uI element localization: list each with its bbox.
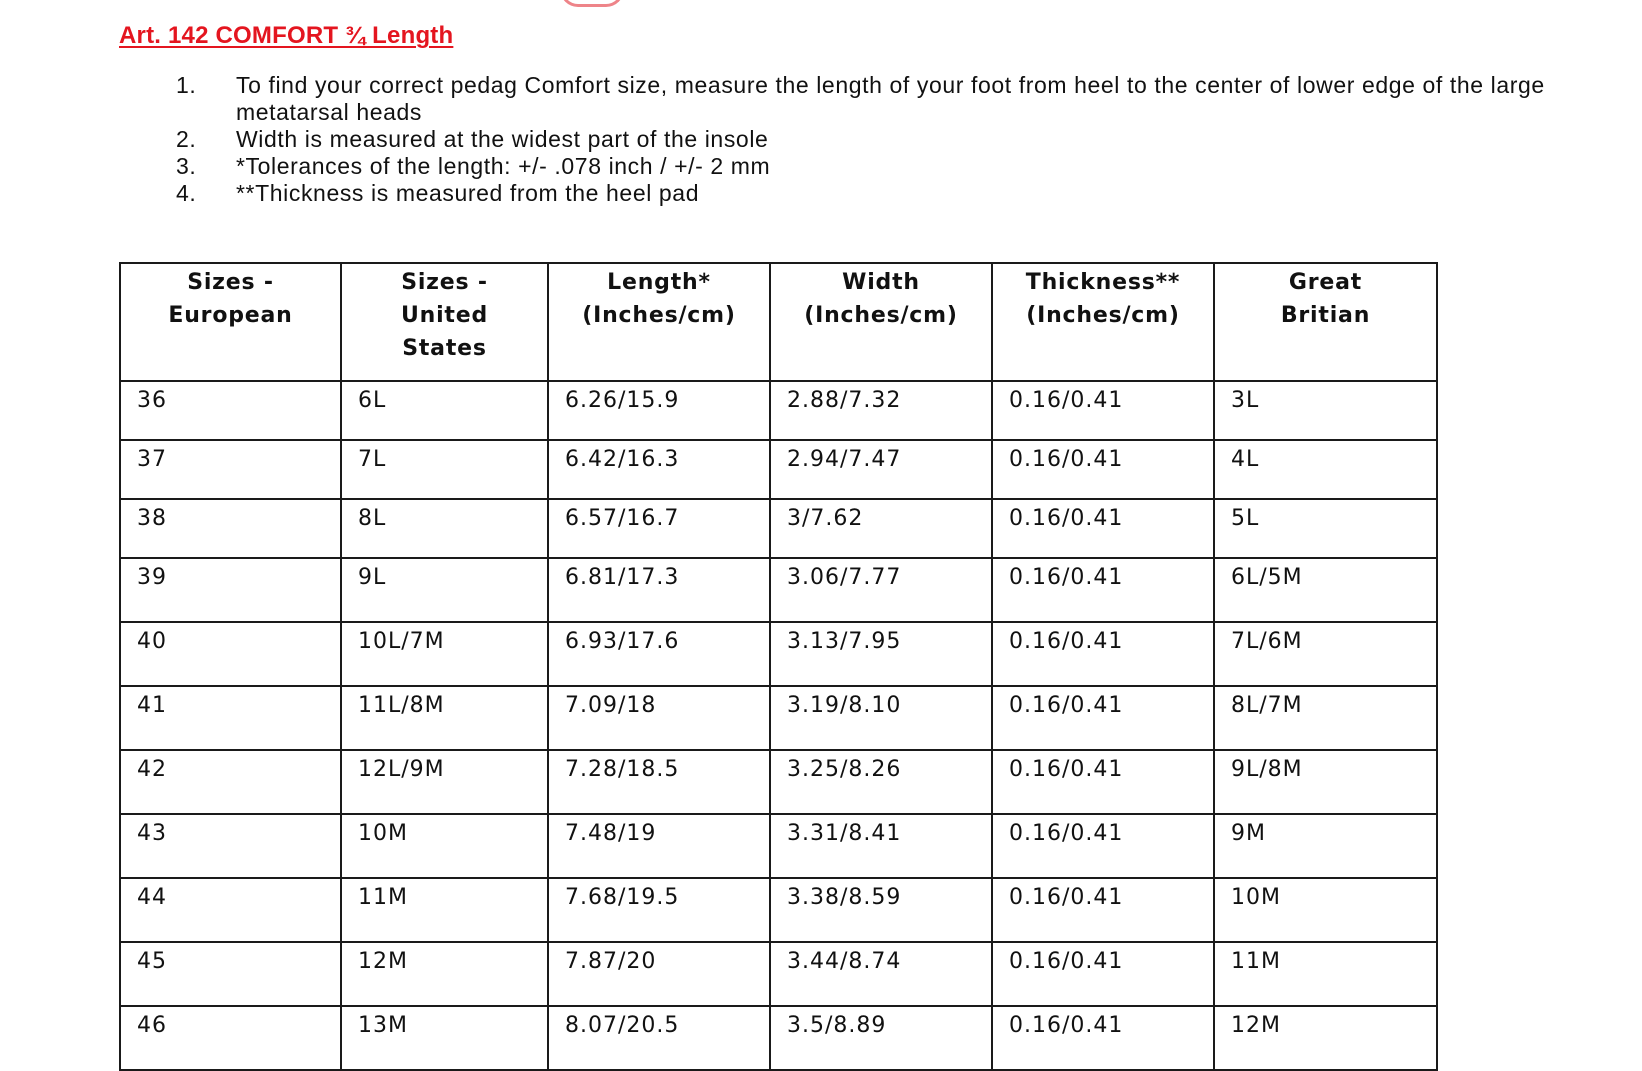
cell-length: 7.87/20	[548, 942, 770, 1006]
instruction-number: 3.	[176, 153, 197, 179]
cell-thickness: 0.16/0.41	[992, 499, 1214, 558]
table-row	[120, 558, 1437, 622]
cell-thickness: 0.16/0.41	[992, 686, 1214, 750]
cell-european: 38	[120, 499, 341, 558]
instructions-list	[176, 72, 1636, 207]
cell-width: 3/7.62	[770, 499, 992, 558]
cell-length: 7.28/18.5	[548, 750, 770, 814]
table-row	[120, 499, 1437, 558]
cell-european: 43	[120, 814, 341, 878]
cell-european: 44	[120, 878, 341, 942]
cell-thickness: 0.16/0.41	[992, 440, 1214, 499]
cell-european: 42	[120, 750, 341, 814]
instruction-number: 4.	[176, 180, 197, 206]
cell-united-states: 10M	[341, 814, 548, 878]
cell-width: 3.25/8.26	[770, 750, 992, 814]
cell-great-britain: 11M	[1214, 942, 1437, 1006]
cell-great-britain: 12M	[1214, 1006, 1437, 1070]
cell-width: 3.5/8.89	[770, 1006, 992, 1070]
cell-united-states: 11M	[341, 878, 548, 942]
table-header-row	[120, 263, 1437, 381]
cell-thickness: 0.16/0.41	[992, 1006, 1214, 1070]
cell-length: 6.26/15.9	[548, 381, 770, 440]
cell-length: 6.93/17.6	[548, 622, 770, 686]
header-sizes-european: Sizes - European	[120, 263, 341, 381]
cell-length: 7.48/19	[548, 814, 770, 878]
table-row	[120, 686, 1437, 750]
cell-european: 39	[120, 558, 341, 622]
document-title: Art. 142 COMFORT ¾ Length	[119, 22, 454, 49]
instruction-item	[176, 180, 1636, 207]
cell-united-states: 11L/8M	[341, 686, 548, 750]
instruction-text: **Thickness is measured from the heel pad	[236, 180, 700, 206]
instruction-item	[176, 126, 1636, 153]
table-row	[120, 750, 1437, 814]
cell-length: 6.42/16.3	[548, 440, 770, 499]
cell-great-britain: 9M	[1214, 814, 1437, 878]
cell-width: 2.94/7.47	[770, 440, 992, 499]
instruction-text: Width is measured at the widest part of the insole	[236, 126, 769, 152]
cell-united-states: 6L	[341, 381, 548, 440]
table-row	[120, 942, 1437, 1006]
cell-width: 3.19/8.10	[770, 686, 992, 750]
cell-thickness: 0.16/0.41	[992, 381, 1214, 440]
table-row	[120, 440, 1437, 499]
cell-united-states: 13M	[341, 1006, 548, 1070]
cell-great-britain: 10M	[1214, 878, 1437, 942]
cell-united-states: 12L/9M	[341, 750, 548, 814]
cell-european: 36	[120, 381, 341, 440]
cell-united-states: 9L	[341, 558, 548, 622]
cell-length: 6.57/16.7	[548, 499, 770, 558]
cell-length: 7.68/19.5	[548, 878, 770, 942]
cell-width: 3.44/8.74	[770, 942, 992, 1006]
instruction-item	[176, 153, 1636, 180]
cell-united-states: 12M	[341, 942, 548, 1006]
cell-great-britain: 5L	[1214, 499, 1437, 558]
instruction-item	[176, 72, 1636, 126]
instruction-number: 2.	[176, 126, 197, 152]
cell-thickness: 0.16/0.41	[992, 814, 1214, 878]
header-great-britain: Great Britian	[1214, 263, 1437, 381]
instruction-text: To find your correct pedag Comfort size, measure the length of your foot from heel to the center of lower edge of the large metatarsal heads	[236, 72, 1545, 125]
instruction-text: *Tolerances of the length: +/- .078 inch / +/- 2 mm	[236, 153, 771, 179]
size-chart-table	[119, 262, 1438, 1071]
cell-european: 37	[120, 440, 341, 499]
cell-length: 6.81/17.3	[548, 558, 770, 622]
cell-united-states: 10L/7M	[341, 622, 548, 686]
cell-great-britain: 8L/7M	[1214, 686, 1437, 750]
cell-european: 40	[120, 622, 341, 686]
cell-european: 45	[120, 942, 341, 1006]
cell-width: 3.38/8.59	[770, 878, 992, 942]
cell-width: 3.06/7.77	[770, 558, 992, 622]
cell-width: 3.13/7.95	[770, 622, 992, 686]
cell-thickness: 0.16/0.41	[992, 878, 1214, 942]
cell-great-britain: 7L/6M	[1214, 622, 1437, 686]
cell-great-britain: 6L/5M	[1214, 558, 1437, 622]
cell-thickness: 0.16/0.41	[992, 622, 1214, 686]
table-row	[120, 814, 1437, 878]
cell-united-states: 7L	[341, 440, 548, 499]
cell-great-britain: 3L	[1214, 381, 1437, 440]
cell-european: 41	[120, 686, 341, 750]
cell-width: 3.31/8.41	[770, 814, 992, 878]
header-width: Width (Inches/cm)	[770, 263, 992, 381]
header-length: Length* (Inches/cm)	[548, 263, 770, 381]
instruction-number: 1.	[176, 72, 197, 98]
cell-great-britain: 9L/8M	[1214, 750, 1437, 814]
cell-length: 7.09/18	[548, 686, 770, 750]
cell-width: 2.88/7.32	[770, 381, 992, 440]
cell-thickness: 0.16/0.41	[992, 558, 1214, 622]
header-sizes-united-states: Sizes - United States	[341, 263, 548, 381]
table-body	[120, 381, 1437, 1070]
logo-fragment	[560, 0, 624, 7]
table-row	[120, 878, 1437, 942]
cell-thickness: 0.16/0.41	[992, 750, 1214, 814]
cell-european: 46	[120, 1006, 341, 1070]
table-row	[120, 381, 1437, 440]
cell-length: 8.07/20.5	[548, 1006, 770, 1070]
header-thickness: Thickness** (Inches/cm)	[992, 263, 1214, 381]
cell-united-states: 8L	[341, 499, 548, 558]
table-row	[120, 622, 1437, 686]
table-row	[120, 1006, 1437, 1070]
cell-great-britain: 4L	[1214, 440, 1437, 499]
cell-thickness: 0.16/0.41	[992, 942, 1214, 1006]
